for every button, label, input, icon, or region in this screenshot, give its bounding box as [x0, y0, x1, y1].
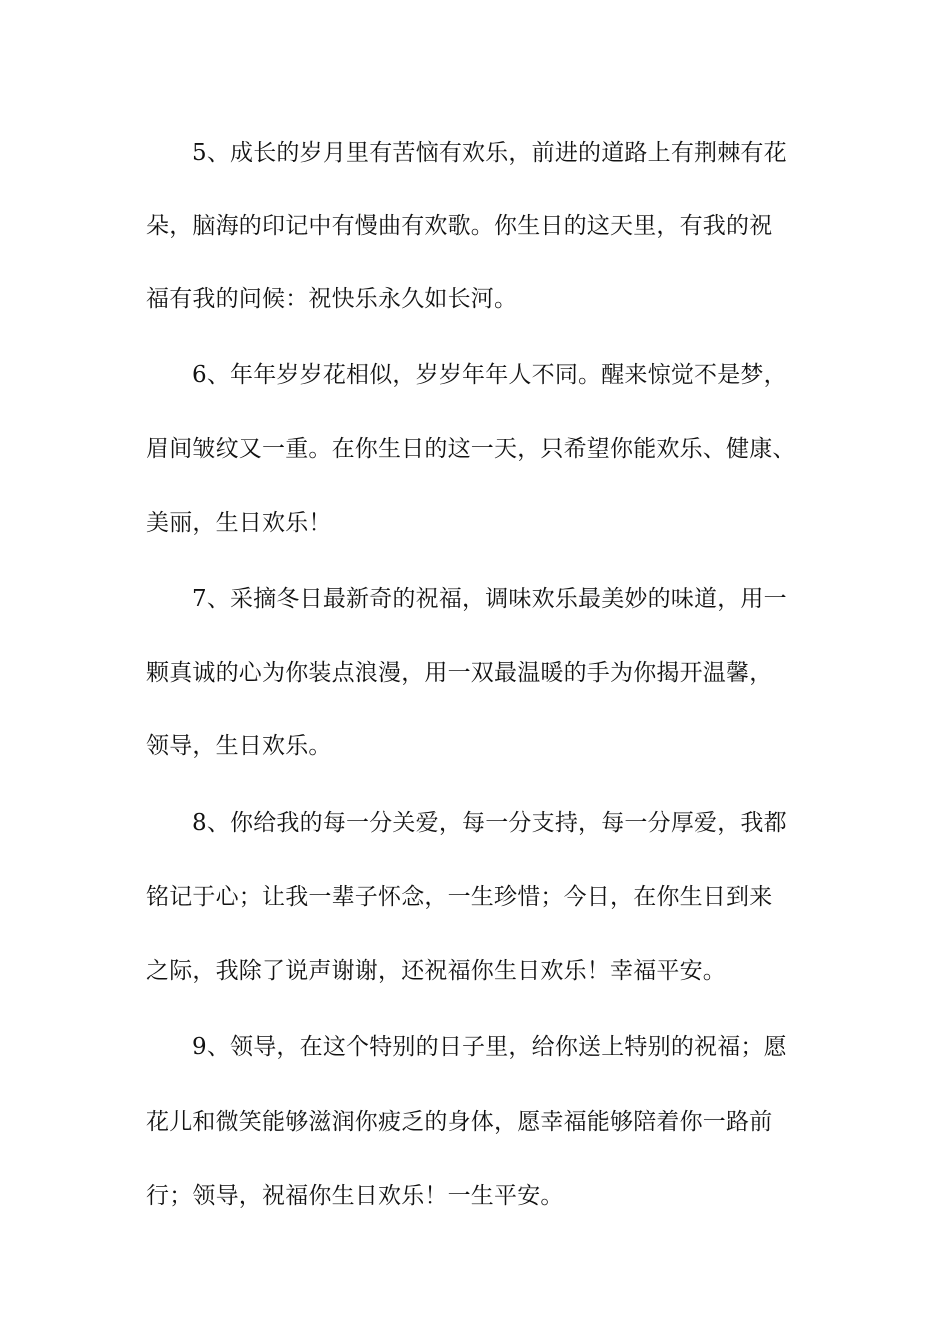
paragraph-5-line-1: 5、成长的岁月里有苦恼有欢乐，前进的道路上有荆棘有花 — [192, 140, 787, 166]
paragraph-6-line-3: 美丽，生日欢乐！ — [146, 510, 332, 536]
paragraph-7-line-3: 领导，生日欢乐。 — [146, 733, 332, 759]
paragraph-8-line-3: 之际，我除了说声谢谢，还祝福你生日欢乐！幸福平安。 — [146, 958, 726, 984]
paragraph-9-line-2: 花儿和微笑能够滋润你疲乏的身体，愿幸福能够陪着你一路前 — [146, 1109, 773, 1135]
paragraph-7-line-2: 颗真诚的心为你装点浪漫，用一双最温暖的手为你揭开温馨， — [146, 660, 773, 686]
paragraph-6-line-2: 眉间皱纹又一重。在你生日的这一天，只希望你能欢乐、健康、 — [146, 436, 796, 462]
paragraph-7-line-1: 7、采摘冬日最新奇的祝福，调味欢乐最美妙的味道，用一 — [192, 586, 787, 612]
paragraph-8-line-1: 8、你给我的每一分关爱，每一分支持，每一分厚爱，我都 — [192, 810, 787, 836]
paragraph-9-line-1: 9、领导，在这个特别的日子里，给你送上特别的祝福；愿 — [192, 1034, 787, 1060]
paragraph-6-line-1: 6、年年岁岁花相似，岁岁年年人不同。醒来惊觉不是梦， — [192, 362, 787, 388]
paragraph-5-line-2: 朵，脑海的印记中有慢曲有欢歌。你生日的这天里，有我的祝 — [146, 213, 773, 239]
paragraph-9-line-3: 行；领导，祝福你生日欢乐！一生平安。 — [146, 1183, 564, 1209]
paragraph-8-line-2: 铭记于心；让我一辈子怀念，一生珍惜；今日，在你生日到来 — [146, 884, 773, 910]
paragraph-5-line-3: 福有我的问候：祝快乐永久如长河。 — [146, 286, 518, 312]
